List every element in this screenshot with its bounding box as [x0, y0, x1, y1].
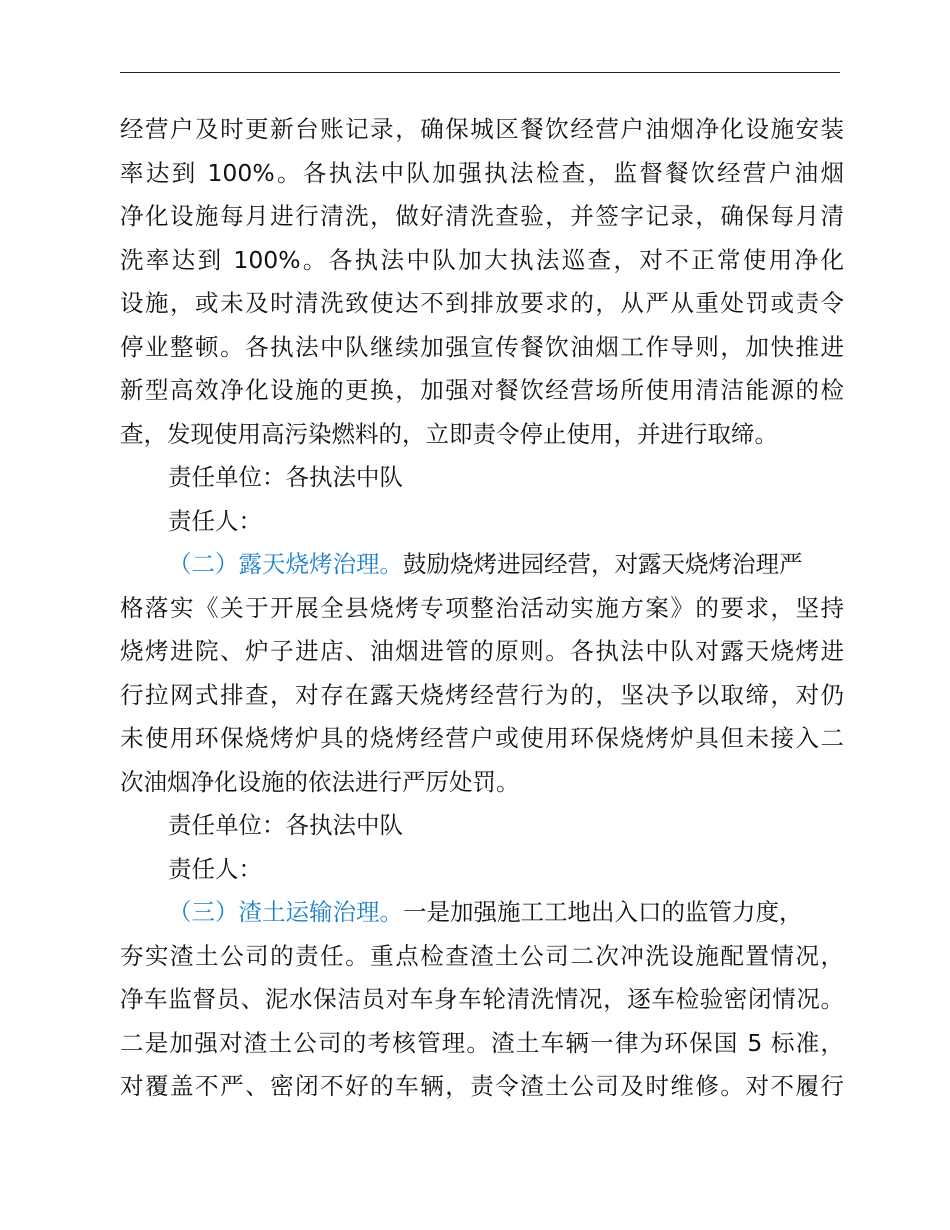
text-line: 对覆盖不严、密闭不好的车辆，责令渣土公司及时维修。对不履行: [120, 1072, 844, 1100]
text-line: 格落实《关于开展全县烧烤专项整治活动实施方案》的要求，坚持: [120, 593, 844, 622]
section-line: [120, 543, 844, 587]
section-text: 一是加强施工工地出入口的监管力度，: [403, 898, 803, 926]
responsible-unit: 责任单位：各执法中队: [168, 811, 403, 839]
text-line: 净车监督员、泥水保洁员对车身车轮清洗情况，逐车检验密闭情况。: [120, 985, 844, 1013]
text-line: 查，发现使用高污染燃料的，立即责令停止使用，并进行取缔。: [120, 419, 778, 448]
text-line: 新型高效净化设施的更换，加强对餐饮经营场所使用清洁能源的检: [120, 376, 844, 404]
text-line: 停业整顿。各执法中队继续加强宣传餐饮油烟工作导则，加快推进: [120, 332, 844, 361]
text-line: 经营户及时更新台账记录，确保城区餐饮经营户油烟净化设施安装: [120, 115, 844, 143]
text-line: 行拉网式排查，对存在露天烧烤经营行为的，坚决予以取缔，对仍: [120, 680, 844, 709]
header-rule: [120, 72, 840, 73]
section-text: 鼓励烧烤进园经营，对露天烧烤治理严: [403, 550, 803, 578]
text-line: 二是加强对渣土公司的考核管理。渣土车辆一律为环保国 5 标准，: [120, 1028, 844, 1057]
responsible-unit: 责任单位：各执法中队: [168, 463, 403, 491]
text-line: 设施，或未及时清洗致使达不到排放要求的，从严从重处罚或责令: [120, 289, 844, 317]
text-line: 次油烟净化设施的依法进行严厉处罚。: [120, 767, 520, 796]
text-line: 洗率达到 100%。各执法中队加大执法巡查，对不正常使用净化: [120, 245, 844, 274]
section-heading: （三）渣土运输治理。: [168, 898, 403, 926]
section-heading: （二）露天烧烤治理。: [168, 550, 403, 578]
text-line: 未使用环保烧烤炉具的烧烤经营户或使用环保烧烤炉具但未接入二: [120, 724, 844, 752]
responsible-person: 责任人：: [168, 854, 262, 883]
text-line: 净化设施每月进行清洗，做好清洗查验，并签字记录，确保每月清: [120, 202, 844, 230]
responsible-person: 责任人：: [168, 506, 262, 535]
document-body: [120, 108, 844, 1109]
text-line: 夯实渣土公司的责任。重点检查渣土公司二次冲洗设施配置情况，: [120, 941, 844, 970]
section-line: [120, 891, 844, 935]
text-line: 烧烤进院、炉子进店、油烟进管的原则。各执法中队对露天烧烤进: [120, 637, 844, 665]
text-line: 率达到 100%。各执法中队加强执法检查，监督餐饮经营户油烟: [120, 158, 844, 187]
